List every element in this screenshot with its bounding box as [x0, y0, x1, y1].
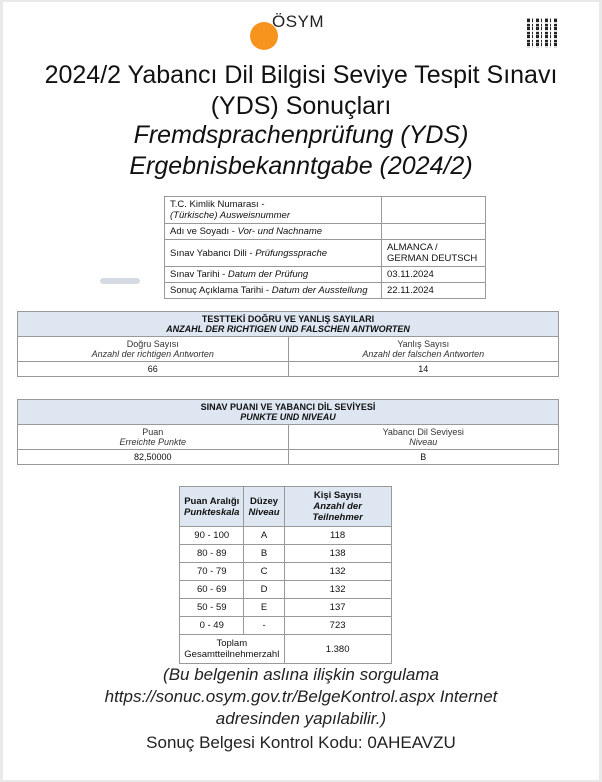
- photo-placeholder: [100, 278, 140, 284]
- points-value: 82,50000: [18, 450, 289, 465]
- level-label: Yabancı Dil Seviyesi: [382, 427, 464, 437]
- verification-note: [0, 664, 602, 730]
- info-value: 03.11.2024: [382, 267, 486, 283]
- table-row: [180, 527, 392, 545]
- info-value: 22.11.2024: [382, 283, 486, 299]
- table-row: [180, 635, 392, 664]
- title-turkish: [0, 60, 602, 122]
- table-row: [18, 450, 559, 465]
- score-header: SINAV PUANI VE YABANCI DİL SEVİYESİ: [200, 402, 376, 412]
- range-cell: 50 - 59: [180, 599, 244, 617]
- table-header: [18, 312, 559, 337]
- info-label: T.C. Kimlik Numarası - (Türkische) Ausweisnummer: [165, 197, 382, 224]
- title-tr-line2: (YDS) Sonuçları: [210, 92, 392, 120]
- count-header-de: Anzahl der Teilnehmer: [312, 501, 363, 523]
- info-label: Adı ve Soyadı - Vor- und Nachname: [165, 224, 382, 240]
- total-label-de: Gesamtteilnehmerzahl: [184, 649, 280, 660]
- points-label-de: Erreichte Punkte: [119, 437, 187, 447]
- total-value: 1.380: [284, 635, 391, 664]
- osym-logo: [246, 10, 356, 50]
- level-value: B: [288, 450, 559, 465]
- table-row: [165, 197, 486, 224]
- range-cell: 80 - 89: [180, 545, 244, 563]
- correct-label: Doğru Sayısı: [126, 339, 179, 349]
- table-row: [180, 545, 392, 563]
- title-de-line2: Ergebnisbekanntgabe (2024/2): [129, 152, 473, 180]
- table-row: [18, 362, 559, 377]
- info-label: Sınav Tarihi - Datum der Prüfung: [165, 267, 382, 283]
- info-label: Sınav Yabancı Dili - Prüfungssprache: [165, 240, 382, 267]
- candidate-info-table: [164, 196, 486, 299]
- title-german: [0, 120, 602, 182]
- range-cell: 90 - 100: [180, 527, 244, 545]
- note-line3: adresinden yapılabilir.): [215, 709, 387, 728]
- control-code: Sonuç Belgesi Kontrol Kodu: 0AHEAVZU: [146, 733, 456, 752]
- info-value: [382, 197, 486, 224]
- level-cell: D: [244, 581, 284, 599]
- count-cell: 137: [284, 599, 391, 617]
- level-cell: -: [244, 617, 284, 635]
- info-label: Sonuç Açıklama Tarihi - Datum der Ausstellung: [165, 283, 382, 299]
- table-row: [180, 581, 392, 599]
- level-cell: A: [244, 527, 284, 545]
- count-cell: 138: [284, 545, 391, 563]
- level-header-de: Niveau: [248, 506, 280, 518]
- range-cell: 0 - 49: [180, 617, 244, 635]
- candidate-photo: [92, 196, 164, 296]
- logo-text: ÖSYM: [272, 12, 325, 31]
- table-row: [18, 337, 559, 362]
- table-header: [180, 487, 392, 527]
- qr-code-icon: [527, 18, 557, 48]
- table-row: [165, 267, 486, 283]
- count-cell: 132: [284, 581, 391, 599]
- counts-header-de: ANZAHL DER RICHTIGEN UND FALSCHEN ANTWORTEN: [166, 324, 410, 334]
- title-de-line1: Fremdsprachenprüfung (YDS): [133, 121, 469, 149]
- level-label-de: Niveau: [409, 437, 438, 447]
- count-cell: 132: [284, 563, 391, 581]
- count-cell: 723: [284, 617, 391, 635]
- range-header: Puan Aralığı: [184, 495, 240, 507]
- answer-counts-table: [17, 311, 559, 377]
- correct-label-de: Anzahl der richtigen Antworten: [91, 349, 214, 359]
- table-row: [180, 563, 392, 581]
- table-row: [180, 599, 392, 617]
- info-value: [382, 224, 486, 240]
- table-row: [165, 240, 486, 267]
- range-cell: 70 - 79: [180, 563, 244, 581]
- table-row: [165, 283, 486, 299]
- count-header: Kişi Sayısı: [313, 490, 362, 501]
- wrong-label: Yanlış Sayısı: [397, 339, 450, 349]
- title-tr-line1: 2024/2 Yabancı Dil Bilgisi Seviye Tespit Sınavı: [44, 61, 558, 89]
- table-row: [180, 617, 392, 635]
- info-value: ALMANCA / GERMAN DEUTSCH: [382, 240, 486, 267]
- range-cell: 60 - 69: [180, 581, 244, 599]
- score-scale-table: [179, 486, 392, 664]
- points-label: Puan: [142, 427, 164, 437]
- table-header: [18, 400, 559, 425]
- note-line1: (Bu belgenin aslına ilişkin sorgulama: [163, 665, 439, 684]
- range-header-de: Punkteskala: [184, 506, 240, 518]
- wrong-label-de: Anzahl der falschen Antworten: [362, 349, 485, 359]
- level-cell: B: [244, 545, 284, 563]
- level-cell: C: [244, 563, 284, 581]
- table-row: [165, 224, 486, 240]
- note-line2: https://sonuc.osym.gov.tr/BelgeKontrol.aspx Internet: [104, 687, 498, 706]
- total-label: Toplam: [216, 638, 248, 649]
- table-row: [18, 425, 559, 450]
- score-table: [17, 399, 559, 465]
- score-header-de: PUNKTE UND NIVEAU: [240, 412, 336, 422]
- counts-header: TESTTEKİ DOĞRU VE YANLIŞ SAYILARI: [201, 314, 375, 324]
- level-cell: E: [244, 599, 284, 617]
- wrong-count: 14: [288, 362, 559, 377]
- count-cell: 118: [284, 527, 391, 545]
- level-header: Düzey: [250, 495, 279, 507]
- correct-count: 66: [18, 362, 289, 377]
